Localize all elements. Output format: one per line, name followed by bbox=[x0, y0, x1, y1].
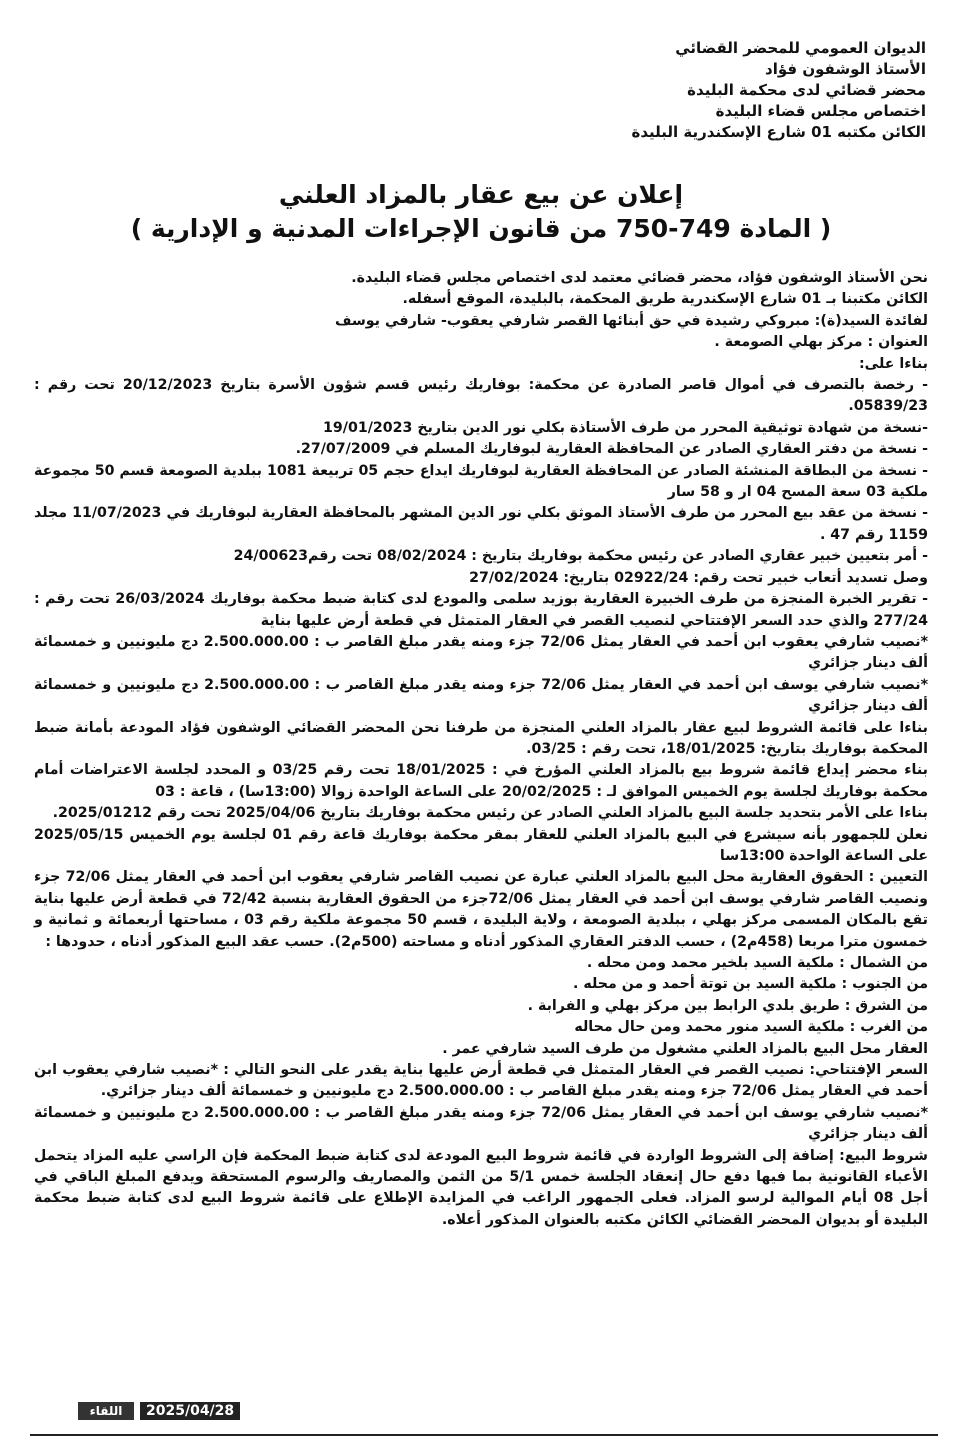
publication-footer bbox=[38, 1398, 238, 1422]
paragraph: - أمر بتعيين خبير عقاري الصادر عن رئيس محكمة بوفاريك بتاريخ : 08/02/2024 تحت رقم24/00623 bbox=[233, 548, 928, 565]
office-header bbox=[526, 38, 926, 143]
title-subtitle: ( المادة 749-750 من قانون الإجراءات المدنية و الإدارية ) bbox=[130, 214, 832, 243]
announcement-body bbox=[34, 268, 928, 1231]
paragraph: - تقرير الخبرة المنجزة من طرف الخبيرة العقارية بوزيد سلمى والمودع لدى كتابة ضبط محكمة بوفاريك 26/03/2024 تحت رقم : 277/24 والذي حدد السعر الإفتتاحي لنصيب القصر في العقار المتمثل في قطعة أرض عليها بناية bbox=[34, 591, 928, 629]
paragraph: السعر الإفتتاحي: نصيب القصر في العقار المتمثل في قطعة أرض عليها بناية يقدر على النحو التالي : *نصيب شارفي يعقوب ابن أحمد في العقار يمثل 72/06 جزء ومنه يقدر مبلغ القاصر ب : 2.500.000.00 دج مليونيين و خمسمائة ألف دينار جزائري. bbox=[34, 1062, 928, 1100]
paragraph: - نسخة من عقد بيع المحرر من طرف الأستاذ الموثق بكلي نور الدين المشهر بالمحافظة العقارية لبوفاريك في 11/07/2023 مجلد 1159 رقم 47 . bbox=[34, 505, 929, 543]
announcement-title bbox=[60, 178, 902, 246]
paragraph: بناءا على: bbox=[858, 355, 928, 372]
title-main: إعلان عن بيع عقار بالمزاد العلني bbox=[278, 180, 684, 209]
paragraph: - رخصة بالتصرف في أموال قاصر الصادرة عن محكمة: بوفاريك رئيس قسم شؤون الأسرة بتاريخ 20/12/2023 تحت رقم : 05839/23. bbox=[34, 377, 928, 415]
paragraph: العقار محل البيع بالمزاد العلني مشغول من طرف السيد شارفي عمر . bbox=[442, 1040, 928, 1057]
paragraph: التعيين : الحقوق العقارية محل البيع بالمزاد العلني عبارة عن نصيب القاصر شارفي يعقوب ابن أحمد في العقار يمثل 72/06 جزء ونصيب القاصر شارفي يوسف ابن أحمد في العقار يمثل 72/06جزء من الحقوق العقارية بنسبة 72/42 في قطعة أرض عليها بناية تقع بالمكان المسمى مركز بهلي ، ببلدية الصومعة ، ولاية البليدة ، قسم 50 مجموعة ملكية رقم 03 ، مساحتها أربعمائة و ثمانية و خمسون مترا مربعا (458م2) ، حسب الدفتر العقاري المذكور أدناه و مساحته (500م2). حسب عقد البيع المذكور أدناه ، حدودها : bbox=[34, 869, 928, 950]
publication-date: 2025/04/28 bbox=[140, 1402, 240, 1420]
paragraph: من الجنوب : ملكية السيد بن توتة أحمد و من محله . bbox=[573, 976, 928, 993]
header-line: محضر قضائي لدى محكمة البليدة bbox=[687, 81, 926, 99]
paragraph: شروط البيع: إضافة إلى الشروط الواردة في قائمة شروط البيع المودعة لدى كتابة ضبط المحكمة فإن الراسي عليه المزاد يتحمل الأعباء القانونية بما فيها دفع حال إنعقاد الجلسة خمس 5/1 من الثمن والمصاريف والرسوم المستحقة ويدفع المبلغ الباقي في أجل 08 أيام الموالية لرسو المزاد. فعلى الجمهور الراغب في المزايدة الإطلاع على قائمة شروط البيع لدى كتابة ضبط محكمة البليدة أو بديوان المحضر القضائي الكائن مكتبه بالعنوان المذكور أعلاه. bbox=[34, 1147, 928, 1228]
header-line: الأستاذ الوشفون فؤاد bbox=[765, 60, 926, 78]
paragraph: من الغرب : ملكية السيد منور محمد ومن حال محاله bbox=[574, 1019, 928, 1036]
paragraph: لفائدة السيد(ة): مبروكي رشيدة في حق أبنائها القصر شارفي يعقوب- شارفي يوسف bbox=[334, 312, 928, 329]
paragraph: *نصيب شارفي يوسف ابن أحمد في العقار يمثل 72/06 جزء ومنه يقدر مبلغ القاصر ب : 2.500.000.00 دج مليونيين و خمسمائة ألف دينار جزائري bbox=[34, 1104, 928, 1143]
paragraph: العنوان : مركز بهلي الصومعة . bbox=[714, 334, 928, 351]
paragraph: بناءا على الأمر بتحديد جلسة البيع بالمزاد العلني الصادر عن رئيس محكمة بوفاريك بتاريخ 2025/04/06 تحت رقم 2025/01212. bbox=[52, 805, 928, 822]
paragraph: من الشمال : ملكية السيد بلخير محمد ومن محله . bbox=[586, 955, 928, 971]
paragraph: الكائن مكتبنا بـ 01 شارع الإسكندرية طريق المحكمة، بالبليدة، الموقع أسفله. bbox=[402, 291, 928, 308]
paragraph: نحن الأستاذ الوشفون فؤاد، محضر قضائي معتمد لدى اختصاص مجلس قضاء البليدة. bbox=[351, 270, 928, 286]
paragraph: -نسخة من شهادة توثيقية المحرر من طرف الأستاذة بكلي نور الدين بتاريخ 19/01/2023 bbox=[323, 419, 928, 436]
header-line: الكائن مكتبه 01 شارع الإسكندرية البليدة bbox=[631, 123, 926, 141]
newspaper-name: اللقاء bbox=[78, 1402, 134, 1420]
bottom-divider bbox=[30, 1434, 938, 1436]
paragraph: - نسخة من دفتر العقاري الصادر عن المحافظة العقارية لبوفاريك المسلم في 27/07/2009. bbox=[295, 441, 928, 458]
header-line: اختصاص مجلس قضاء البليدة bbox=[715, 102, 926, 120]
header-line: الديوان العمومي للمحضر القضائي bbox=[675, 39, 926, 57]
paragraph: *نصيب شارفي يوسف ابن أحمد في العقار يمثل 72/06 جزء ومنه يقدر مبلغ القاصر ب : 2.500.000.00 دج مليونيين و خمسمائة ألف دينار جزائري bbox=[34, 676, 928, 715]
paragraph: *نصيب شارفي يعقوب ابن أحمد في العقار يمثل 72/06 جزء ومنه يقدر مبلغ القاصر ب : 2.500.000.00 دج مليونيين و خمسمائة ألف دينار جزائري bbox=[34, 633, 928, 672]
paragraph: - نسخة من البطاقة المنشئة الصادر عن المحافظة العقارية لبوفاريك ايداع حجم 05 تربيعة 1081 ببلدية الصومعة قسم 50 مجموعة ملكية 03 سعة المسح 04 ار و 58 سار bbox=[34, 462, 929, 501]
paragraph: بناء محضر إيداع قائمة شروط بيع بالمزاد العلني المؤرخ في : 18/01/2025 تحت رقم 03/25 و المحدد لجلسة الاعتراضات أمام محكمة بوفاريك لجلسة يوم الخميس الموافق لـ : 20/02/2025 على الساعة الواحدة زوالا (13:00سا) ، قاعة : 03 bbox=[34, 762, 928, 800]
paragraph: نعلن للجمهور بأنه سيشرع في البيع بالمزاد العلني للعقار بمقر محكمة بوفاريك قاعة رقم 01 لجلسة يوم الخميس 2025/05/15 على الساعة الواحدة 13:00سا bbox=[34, 826, 928, 864]
paragraph: بناءا على قائمة الشروط لبيع عقار بالمزاد العلني المنجزة من طرفنا نحن المحضر القضائي الوشفون فؤاد المودعة بأمانة ضبط المحكمة بوفاريك بتاريخ: 18/01/2025، تحت رقم : 03/25. bbox=[34, 719, 928, 757]
paragraph: وصل تسديد أتعاب خبير تحت رقم: 02922/24 بتاريخ: 27/02/2024 bbox=[469, 569, 928, 586]
paragraph: من الشرق : طريق بلدي الرابط بين مركز بهلي و الفرابة . bbox=[527, 997, 928, 1014]
